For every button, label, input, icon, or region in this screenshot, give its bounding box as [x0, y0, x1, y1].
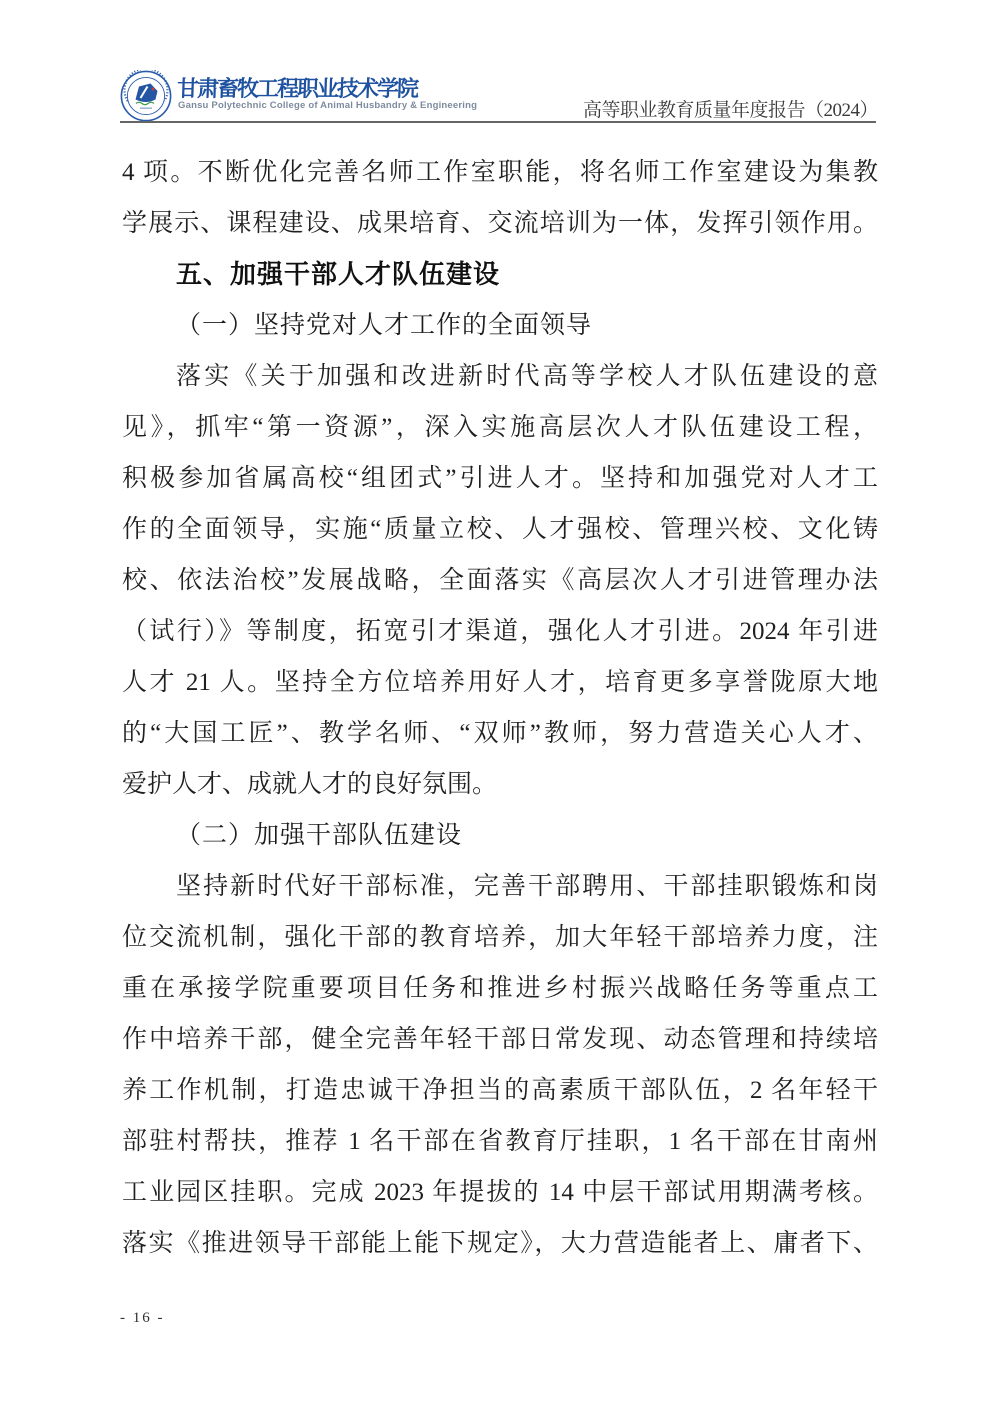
document-body: [122, 147, 878, 1269]
text-line: 积极参加省属高校“组团式”引进人才。坚持和加强党对人才工: [122, 465, 878, 492]
text-line: 见》，抓牢“第一资源”，深入实施高层次人才队伍建设工程，: [122, 414, 878, 441]
text-line: 部驻村帮扶，推荐 1 名干部在省教育厅挂职，1 名干部在甘南州: [122, 1128, 878, 1155]
text-line: 重在承接学院重要项目任务和推进乡村振兴战略任务等重点工: [122, 975, 878, 1002]
page-number: - 16 -: [120, 1310, 165, 1326]
subsection-heading: （二）加强干部队伍建设: [176, 822, 463, 849]
header-rule: [120, 121, 876, 123]
text-line: 养工作机制，打造忠诚干净担当的高素质干部队伍，2 名年轻干: [122, 1077, 878, 1104]
text-line: 校、依法治校”发展战略，全面落实《高层次人才引进管理办法: [122, 567, 878, 594]
text-line: 作的全面领导，实施“质量立校、人才强校、管理兴校、文化铸: [122, 516, 878, 543]
text-line: 4 项。不断优化完善名师工作室职能，将名师工作室建设为集教: [122, 159, 878, 186]
report-title: 高等职业教育质量年度报告（2024）: [582, 100, 878, 121]
text-line: 工业园区挂职。完成 2023 年提拔的 14 中层干部试用期满考核。: [122, 1179, 878, 1206]
text-line: 坚持新时代好干部标准，完善干部聘用、干部挂职锻炼和岗: [176, 873, 878, 900]
college-name-en: Gansu Polytechnic College of Animal Husbandry & Engineering: [178, 100, 478, 111]
college-name-cn: 甘肃畜牧工程职业技术学院: [176, 76, 418, 101]
text-line: （试行）》等制度，拓宽引才渠道，强化人才引进。2024 年引进: [122, 618, 878, 645]
section-heading: 五、加强干部人才队伍建设: [176, 259, 501, 289]
text-line: 学展示、课程建设、成果培育、交流培训为一体，发挥引领作用。: [122, 210, 878, 237]
text-line: 爱护人才、成就人才的良好氛围。: [122, 771, 498, 798]
college-seal-icon: [120, 70, 172, 122]
subsection-heading: （一）坚持党对人才工作的全面领导: [176, 312, 593, 339]
text-line: 落实《关于加强和改进新时代高等学校人才队伍建设的意: [176, 363, 878, 390]
text-line: 落实《推进领导干部能上能下规定》，大力营造能者上、庸者下、: [122, 1230, 878, 1257]
text-line: 人才 21 人。坚持全方位培养用好人才，培育更多享誉陇原大地: [122, 669, 878, 696]
text-line: 的“大国工匠”、教学名师、“双师”教师，努力营造关心人才、: [122, 720, 878, 747]
text-line: 位交流机制，强化干部的教育培养，加大年轻干部培养力度，注: [122, 924, 878, 951]
text-line: 作中培养干部，健全完善年轻干部日常发现、动态管理和持续培: [122, 1026, 878, 1053]
